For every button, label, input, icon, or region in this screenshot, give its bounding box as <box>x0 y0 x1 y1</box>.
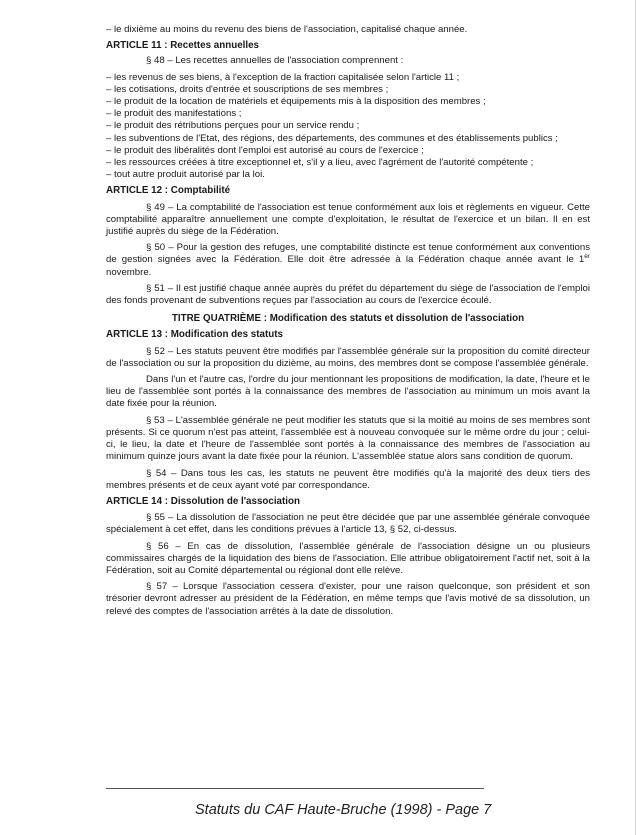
paragraph-51: § 51 – Il est justifié chaque année auprès du préfet du département du siège de l'association de l'emploi des fonds provenant de subventions reçues par l'association au cours de l'exercice écoulé. <box>106 282 590 307</box>
article-14-heading: ARTICLE 14 : Dissolution de l'association <box>106 495 300 507</box>
list-item: – les subventions de l'Etat, des régions, des départements, des communes et des établissements publics ; <box>106 132 558 144</box>
ordinal-suffix: er <box>584 253 590 261</box>
list-item: – le produit des manifestations ; <box>106 108 242 120</box>
article-12-heading: ARTICLE 12 : Comptabilité <box>106 185 231 197</box>
list-item: – les ressources créées à titre exceptionnel et, s'il y a lieu, avec l'agrément de l'autorité compétente ; <box>106 157 534 169</box>
paragraph-52-continued: Dans l'un et l'autre cas, l'ordre du jour mentionnant les propositions de modification, la date, l'heure et le lieu de l'assemblée sont portés à la connaissance des membres de l'association au minimum un mois avant la date fixée pour la réunion. <box>106 374 590 410</box>
title-four: TITRE QUATRIÈME : Modification des statuts et dissolution de l'association <box>171 313 525 325</box>
footer-divider <box>106 788 484 789</box>
list-item: – le produit des rétributions perçues pour un service rendu ; <box>106 120 360 132</box>
paragraph-53: § 53 – L'assemblée générale ne peut modifier les statuts que si la moitié au moins de ses membres sont présents. Si ce quorum n'est pas atteint, l'assemblée est à nouveau convoquée sur le même ordre du jour ; celui-ci, le lieu, la date et l'heure de l'assemblée sont portés à la connaissance des membres de l'association au minimum quinze jours avant la date fixée pour la réunion. L'assemblée statue alors sans condition de quorum. <box>106 414 590 463</box>
list-item: – le produit de la location de matériels et équipements mis à la disposition des membres ; <box>106 96 486 108</box>
list-item: – les revenus de ses biens, à l'exception de la fraction capitalisée selon l'article 11 ; <box>106 71 460 83</box>
paragraph-56: § 56 – En cas de dissolution, l'assemblée générale de l'association désigne un ou plusieurs commissaires chargés de la liquidation des biens de l'association. Elle attribue obligatoirement l'actif net, soit à la Fédération, soit au Comité départemental ou régional dont elle relève. <box>106 540 590 576</box>
list-item: – les cotisations, droits d'entrée et souscriptions de ses membres ; <box>106 83 389 95</box>
paragraph-55: § 55 – La dissolution de l'association ne peut être décidée que par une assemblée générale convoquée spécialement à cet effet, dans les conditions prévues à l'article 13, § 52, ci-dessus. <box>106 512 590 536</box>
list-item: – le produit des libéralités dont l'emploi est autorisé au cours de l'exercice ; <box>106 144 424 156</box>
article-11-heading: ARTICLE 11 : Recettes annuelles <box>106 40 259 52</box>
page-content <box>106 24 590 618</box>
paragraph-48: § 48 – Les recettes annuelles de l'association comprennent : <box>146 55 404 67</box>
paragraph-50-end: novembre. <box>106 266 152 278</box>
paragraph-57: § 57 – Lorsque l'association cessera d'exister, pour une raison quelconque, son président et son trésorier devront adresser au président de la Fédération, en même temps que l'avis motivé de sa dissolution, un relevé des comptes de l'association arrêtés à la date de dissolution. <box>106 581 590 617</box>
paragraph-49: § 49 – La comptabilité de l'association est tenue conformément aux lois et règlements en vigueur. Cette comptabilité apparaître annuellement une compte d'exploitation, le résultat de l'exercice et un bilan. Il en est justifié auprès du siège de la Fédération. <box>106 201 590 238</box>
list-item: – tout autre produit autorisé par la loi. <box>106 169 265 181</box>
text-line: – le dixième au moins du revenu des biens de l'association, capitalisé chaque année. <box>106 24 468 35</box>
paragraph-52: § 52 – Les statuts peuvent être modifiés par l'assemblée générale sur la proposition du comité directeur de l'association ou sur la proposition du dizième, au moins, des membres dont se compose l'assemblée générale. <box>106 345 590 369</box>
paragraph-50-text: § 50 – Pour la gestion des refuges, une comptabilité distincte est tenue conformément aux conventions de gestion signées avec la Fédération. Elle doit être adressée à la Fédération chaque année avant le 1 <box>106 242 590 266</box>
article-13-heading: ARTICLE 13 : Modification des statuts <box>106 329 283 341</box>
paragraph-50 <box>106 242 590 279</box>
paragraph-54: § 54 – Dans tous les cas, les statuts ne peuvent être modifiés qu'à la majorité des deux tiers des membres présents et de ceux ayant voté par correspondance. <box>106 467 590 491</box>
page-footer: Statuts du CAF Haute-Bruche (1998) - Page 7 <box>195 802 492 818</box>
